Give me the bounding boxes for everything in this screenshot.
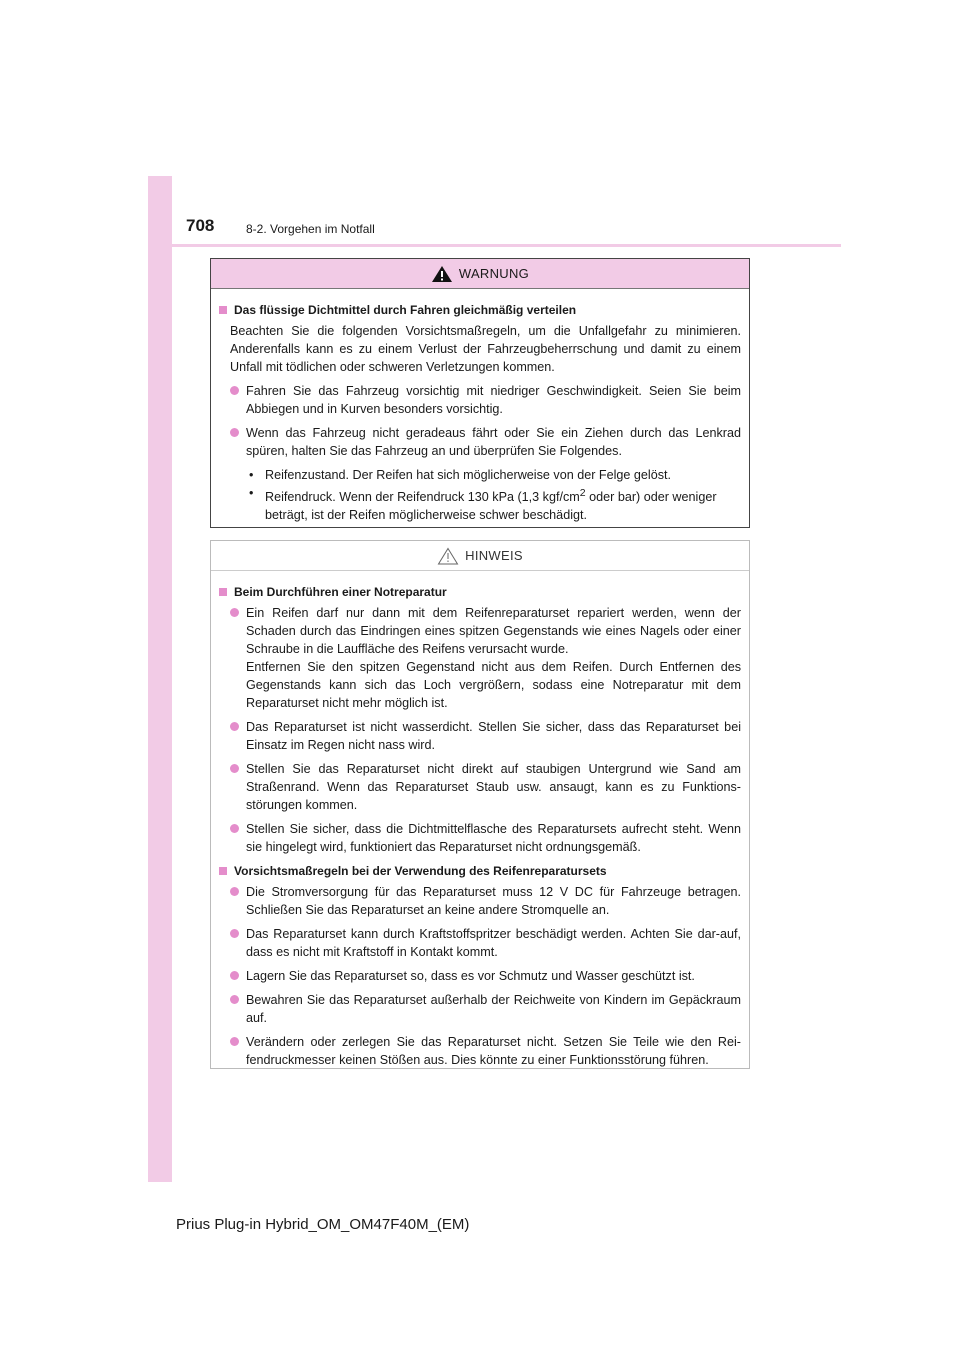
list-item: Fahren Sie das Fahrzeug vorsichtig mit niedriger Geschwindigkeit. Seien Sie beim Abbiegen und in Kurven besonders vorsichtig. — [219, 382, 741, 418]
list-item: Bewahren Sie das Reparaturset außerhalb der Reichweite von Kindern im Gepäckraum auf. — [219, 991, 741, 1027]
list-item: Das Reparaturset kann durch Kraftstoffspritzer beschädigt werden. Achten Sie dar-auf, dass es nicht mit Kraftstoff in Kontakt kommt. — [219, 925, 741, 961]
list-item: Lagern Sie das Reparaturset so, dass es vor Schmutz und Wasser geschützt ist. — [219, 967, 741, 985]
list-item: Die Stromversorgung für das Reparaturset muss 12 V DC für Fahrzeuge betragen. Schließen Sie das Reparaturset an keine andere Stromquelle an. — [219, 883, 741, 919]
notice-title: HINWEIS — [465, 548, 523, 563]
warning-body — [211, 289, 749, 536]
square-bullet-icon — [219, 306, 227, 314]
notice-box — [210, 540, 750, 1069]
round-bullet-icon — [230, 824, 239, 833]
footer-manual-id: Prius Plug-in Hybrid_OM_OM47F40M_(EM) — [176, 1216, 470, 1233]
list-item: Ein Reifen darf nur dann mit dem Reifenreparaturset repariert werden, wenn der Schaden durch das Eindringen eines spitzen Gegenstands wie eines Nagels oder einer Schraube in die Lauffläche des Reifens verursacht wurde. Entfernen Sie den spitzen Gegenstand nicht aus dem Reifen. Durch Entfernen des Gegenstands kann sich das Loch vergrößern, sodass eine Notreparatur mit dem Reparaturset nicht mehr möglich ist. — [219, 604, 741, 712]
header-rule — [172, 244, 841, 247]
warning-header — [211, 259, 749, 289]
round-bullet-icon — [230, 995, 239, 1004]
warning-title: WARNUNG — [458, 266, 530, 281]
sub-list-item: • Reifendruck. Wenn der Reifendruck 130 kPa (1,3 kgf/$cm^2$ oder bar) oder weniger beträgt, ist der Reifen möglicherweise schwer beschädigt. — [249, 486, 717, 523]
notice-body — [211, 571, 749, 1081]
round-bullet-icon — [230, 764, 239, 773]
round-bullet-icon — [230, 929, 239, 938]
round-bullet-icon — [230, 428, 239, 437]
list-item: Stellen Sie das Reparaturset nicht direkt auf staubigen Untergrund wie Sand am Straßenrand. Wenn das Reparaturset Staub usw. ansaugt, kann es zu Funktions-störungen kommen. — [219, 760, 741, 814]
notice-heading-2: Vorsichtsmaßregeln bei der Verwendung des Reifenreparatursets — [219, 862, 741, 880]
round-bullet-icon — [230, 386, 239, 395]
list-item: Das Reparaturset ist nicht wasserdicht. Stellen Sie sicher, dass das Reparaturset bei Einsatz im Regen nicht nass wird. — [219, 718, 741, 754]
round-bullet-icon — [230, 887, 239, 896]
list-item: Wenn das Fahrzeug nicht geradeaus fährt oder Sie ein Ziehen durch das Lenkrad spüren, halten Sie das Fahrzeug an und überprüfen Sie Folgendes. — [219, 424, 741, 460]
warning-triangle-icon — [431, 265, 453, 283]
round-bullet-icon — [230, 971, 239, 980]
warning-intro: Beachten Sie die folgenden Vorsichtsmaßregeln, um die Unfallgefahr zu minimieren. Anderenfalls kann es zu einem Verlust der Fahrzeugbeherrschung und damit zu einem Unfall mit tödlichen oder schweren Verletzungen kommen. — [230, 324, 741, 374]
caution-triangle-icon — [437, 547, 459, 565]
round-bullet-icon — [230, 608, 239, 617]
warning-heading: Das flüssige Dichtmittel durch Fahren gleichmäßig verteilen — [219, 301, 741, 319]
list-item: Verändern oder zerlegen Sie das Reparaturset nicht. Setzen Sie Teile wie den Rei-fendruckmesser keinen Stößen aus. Dies könnte zu einer Funktionsstörung führen. — [219, 1033, 741, 1069]
side-color-band — [148, 176, 172, 1182]
square-bullet-icon — [219, 867, 227, 875]
notice-header — [211, 541, 749, 571]
list-item: Stellen Sie sicher, dass die Dichtmittelflasche des Reparatursets aufrecht steht. Wenn sie hingelegt wird, funktioniert das Reparaturset nicht ordnungsgemäß. — [219, 820, 741, 856]
sub-list-item: • Reifenzustand. Der Reifen hat sich möglicherweise von der Felge gelöst. — [249, 468, 672, 482]
page-number: 708 — [186, 216, 215, 235]
round-bullet-icon — [230, 722, 239, 731]
round-bullet-icon — [230, 1037, 239, 1046]
section-title: 8-2. Vorgehen im Notfall — [246, 222, 375, 236]
notice-heading-1: Beim Durchführen einer Notreparatur — [219, 583, 741, 601]
warning-box — [210, 258, 750, 528]
square-bullet-icon — [219, 588, 227, 596]
